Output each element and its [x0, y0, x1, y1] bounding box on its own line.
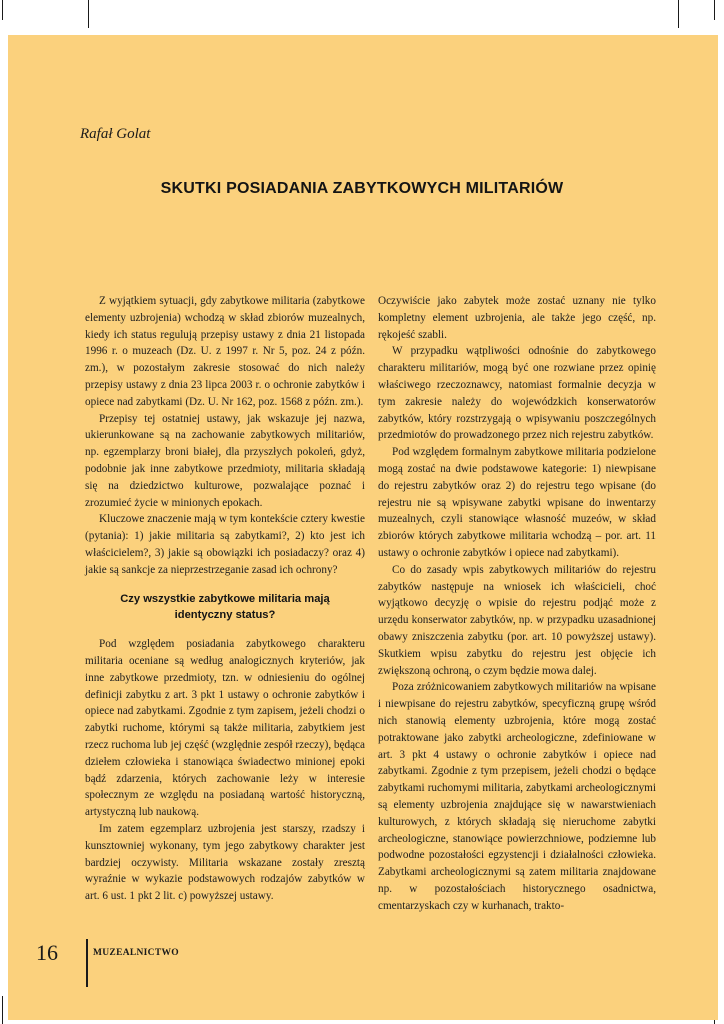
right-column — [378, 293, 656, 914]
paragraph: Przepisy tej ostatniej ustawy, jak wskazuje jej nazwa, ukierunkowane są na zachowanie zabytkowych militariów, np. egzemplarzy broni białej, dla przyszłych pokoleń, gdyż, podobnie jak inne zabytkowe przedmioty, militaria składają się na dziedzictwo kulturowe, pozwalające poznać i zrozumieć życie w minionych epokach. — [85, 412, 365, 509]
paragraph: Poza zróżnicowaniem zabytkowych militariów na wpisane i niewpisane do rejestru zabytków, specyficzną grupę wśród nich stanowią elementy uzbrojenia, które mogą zostać potraktowane jako zabytki archeologiczne, zdefiniowane w art. 3 pkt 4 ustawy o ochronie zabytków i opiece nad zabytkami. Zgodnie z tym przepisem, jeżeli chodzi o będące zabytkami ruchomymi militaria, zabytkami archeologicznymi są elementy uzbrojenia znajdujące się w nawarstwieniach kulturowych, z których składają się nieruchome zabytki archeologiczne, stanowiące powierzchniowe, podziemne lub podwodne pozostałości egzystencji i działalności człowieka. Zabytkami archeologicznymi są zatem militaria znajdowane np. w pozostałościach historycznego osadnictwa, cmentarzyskach czy w kurhanach, trakto- — [378, 681, 656, 912]
paragraph: Im zatem egzemplarz uzbrojenia jest starszy, rzadszy i kunsztowniej wykonany, tym jego zabytkowy charakter jest bardziej oczywisty. Militaria wskazane zostały zresztą wyraźnie w wykazie podstawowych rodzajów zabytków w art. 6 ust. 1 pkt 2 lit. c) powyższej ustawy. — [85, 822, 365, 903]
journal-name: MUZEALNICTWO — [93, 948, 179, 958]
crop-mark — [2, 0, 3, 20]
section-heading: Czy wszystkie zabytkowe militaria mają identyczny status? — [120, 592, 330, 622]
crop-mark — [2, 996, 3, 1024]
paragraph: Kluczowe znaczenie mają w tym kontekście cztery kwestie (pytania): 1) jakie militaria są zabytkami?, 2) kto jest ich właścicielem?, 3) jakie są obowiązki ich posiadaczy? oraz 4) jakie są sankcje za nieprzestrzeganie zasad ich ochrony? — [85, 513, 365, 576]
crop-mark — [714, 0, 715, 20]
paragraph: W przypadku wątpliwości odnośnie do zabytkowego charakteru militariów, mogą być one rozwiane przez opinię właściwego rzeczoznawcy, natomiast formalnie decyzja w tym zakresie należy do wojewódzkich konserwatorów zabytków, który rozstrzygają o wpisywaniu poszczególnych przedmiotów do prowadzonego przez nich rejestru zabytków. — [378, 345, 656, 442]
paragraph: Pod względem formalnym zabytkowe militaria podzielone mogą zostać na dwie podstawowe kategorie: 1) niewpisane do rejestru zabytków oraz 2) do rejestru tego wpisane (do rejestru nie są wpisywane zabytki wpisane do inwentarzy muzealnych, czyli stanowiące własność muzeów, w skład zbiorów których zabytkowe militaria wchodzą – por. art. 11 ustawy o ochronie zabytków i opiece nad zabytkami). — [378, 446, 656, 559]
paragraph: Z wyjątkiem sytuacji, gdy zabytkowe militaria (zabytkowe elementy uzbrojenia) wchodzą w skład zbiorów muzealnych, kiedy ich status regulują przepisy ustawy z dnia 21 listopada 1996 r. o muzeach (Dz. U. z 1997 r. Nr 5, poz. 24 z późn. zm.), w pozostałym zakresie stosować do nich należy przepisy ustawy z dnia 23 lipca 2003 r. o ochronie zabytków i opiece nad zabytkami (Dz. U. Nr 162, poz. 1568 z późn. zm.). — [85, 295, 365, 408]
paragraph: Pod względem posiadania zabytkowego charakteru militaria oceniane są według analogicznych kryteriów, jak inne zabytkowe przedmioty, tzn. w odniesieniu do ogólnej definicji zabytku z art. 3 pkt 1 ustawy o ochronie zabytków i opiece nad zabytkami. Zgodnie z tym zapisem, jeżeli chodzi o zabytki ruchome, którymi są także militaria, zabytkiem jest rzecz ruchoma lub jej część (względnie zespół rzeczy), będąca dziełem człowieka i stanowiąca świadectwo minionej epoki bądź zdarzenia, których zachowanie leży w interesie społecznym ze względu na posiadaną wartość historyczną, artystyczną lub naukową. — [85, 638, 365, 819]
footer-divider — [86, 939, 88, 987]
author-name: Rafał Golat — [80, 126, 151, 142]
left-column — [85, 293, 365, 905]
crop-mark — [88, 0, 89, 28]
crop-mark — [678, 0, 679, 28]
page-number: 16 — [36, 940, 58, 965]
paragraph: Co do zasady wpis zabytkowych militariów do rejestru zabytków następuje na wniosek ich właścicieli, choć wyjątkowo decyzję o wpisie do rejestru podjąć może z urzędu konserwator zabytków, np. w przypadku uzasadnionej obawy zniszczenia zabytku (por. art. 10 powyższej ustawy). Skutkiem wpisu zabytku do rejestru jest objęcie ich zwiększoną ochroną, o czym będzie mowa dalej. — [378, 563, 656, 677]
article-title: SKUTKI POSIADANIA ZABYTKOWYCH MILITARIÓW — [160, 180, 564, 197]
paragraph: Oczywiście jako zabytek może zostać uznany nie tylko kompletny element uzbrojenia, ale także jego część, np. rękojeść szabli. — [378, 295, 656, 341]
